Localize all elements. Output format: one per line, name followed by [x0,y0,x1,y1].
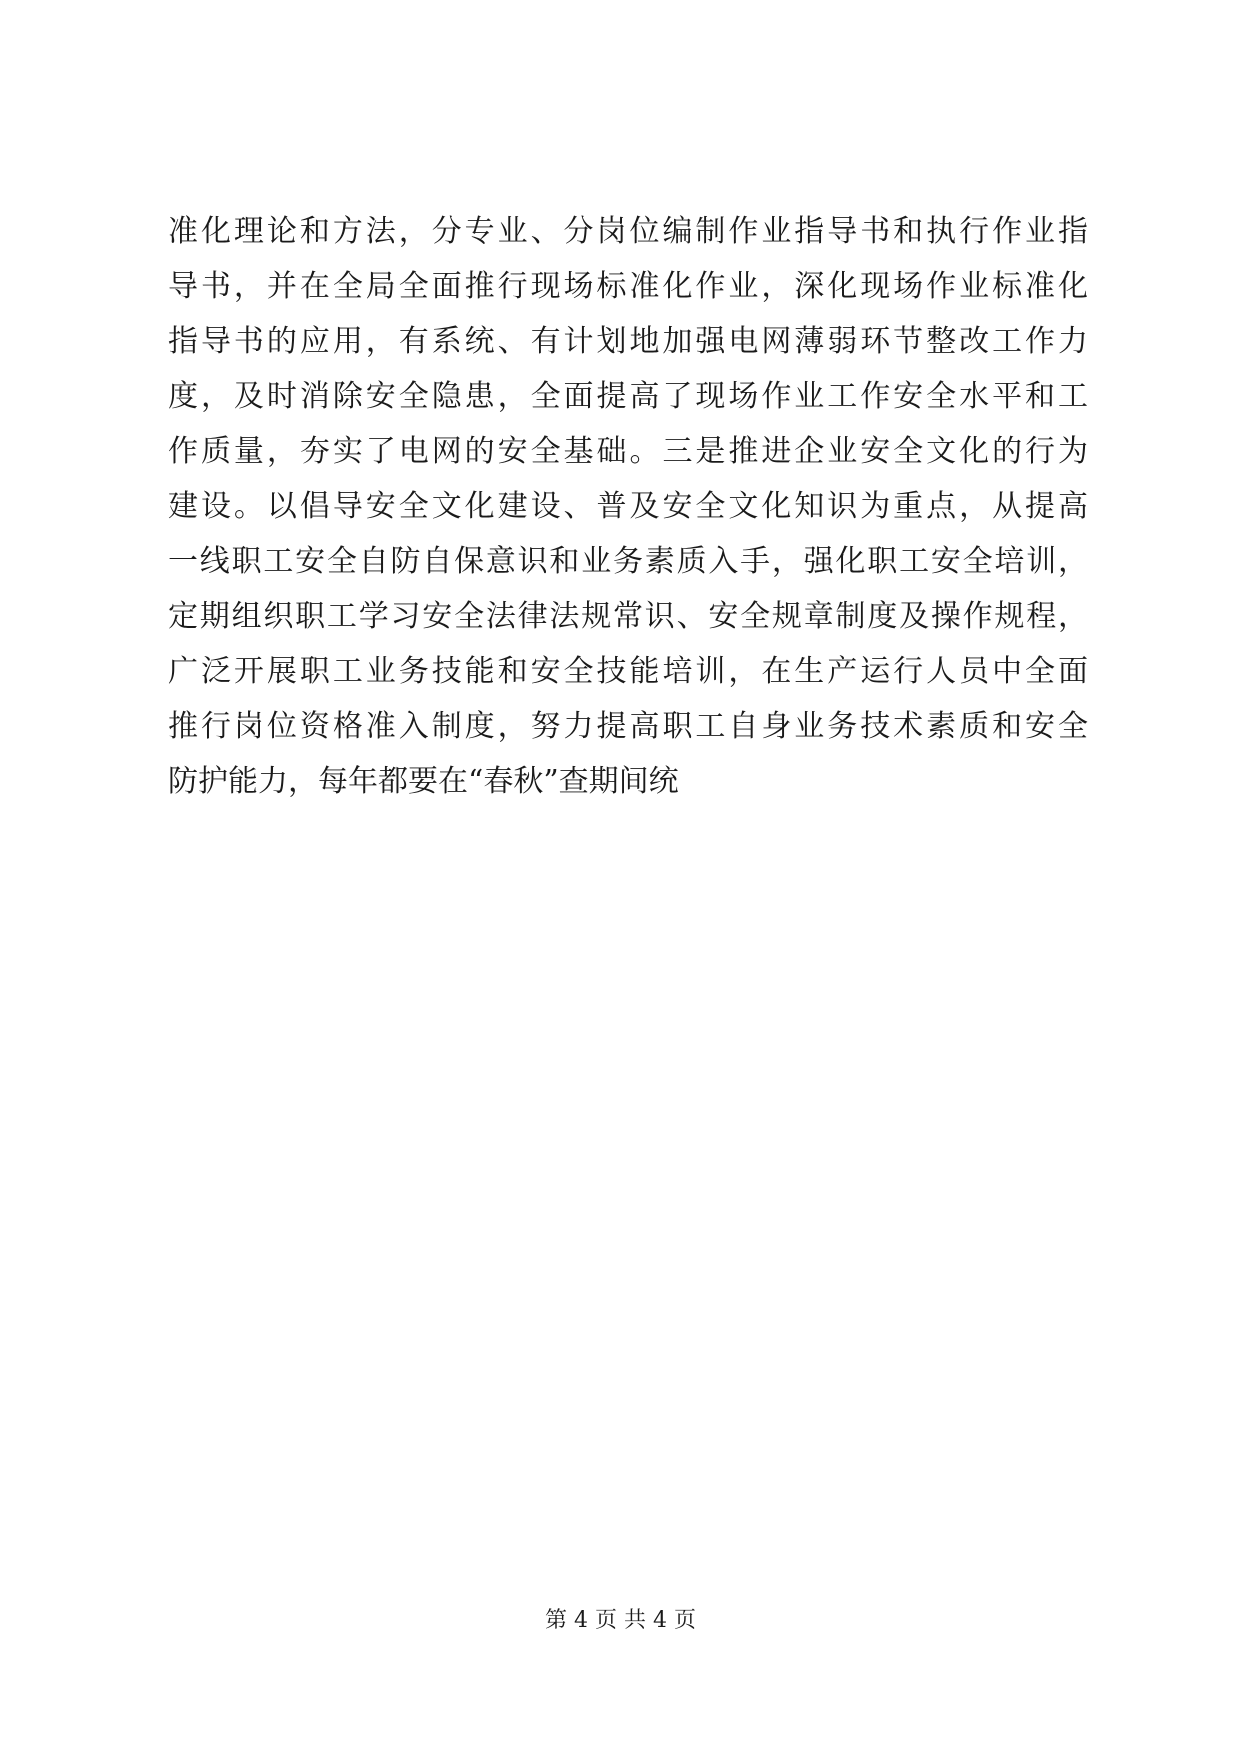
text-line: 一线职工安全自防自保意识和业务素质入手，强化职工安全培训， [168,544,1088,579]
text-line: 导书，并在全局全面推行现场标准化作业，深化现场作业标准化 [168,269,1088,304]
body-paragraph [168,204,1088,809]
text-line: 准化理论和方法，分专业、分岗位编制作业指导书和执行作业指 [168,214,1088,249]
text-line: 指导书的应用，有系统、有计划地加强电网薄弱环节整改工作力 [168,324,1088,359]
text-line: 广泛开展职工业务技能和安全技能培训，在生产运行人员中全面 [168,654,1088,689]
text-line: 建设。以倡导安全文化建设、普及安全文化知识为重点，从提高 [168,489,1088,524]
text-line: 推行岗位资格准入制度，努力提高职工自身业务技术素质和安全 [168,709,1088,744]
page-number-label: 第 4 页 共 4 页 [545,1608,696,1633]
page-footer [0,1606,1241,1636]
text-line: 防护能力，每年都要在“春秋”查期间统 [168,764,679,799]
text-line: 定期组织职工学习安全法律法规常识、安全规章制度及操作规程， [168,599,1088,634]
text-line: 作质量，夯实了电网的安全基础。三是推进企业安全文化的行为 [168,434,1088,469]
text-line: 度，及时消除安全隐患，全面提高了现场作业工作安全水平和工 [168,379,1088,414]
